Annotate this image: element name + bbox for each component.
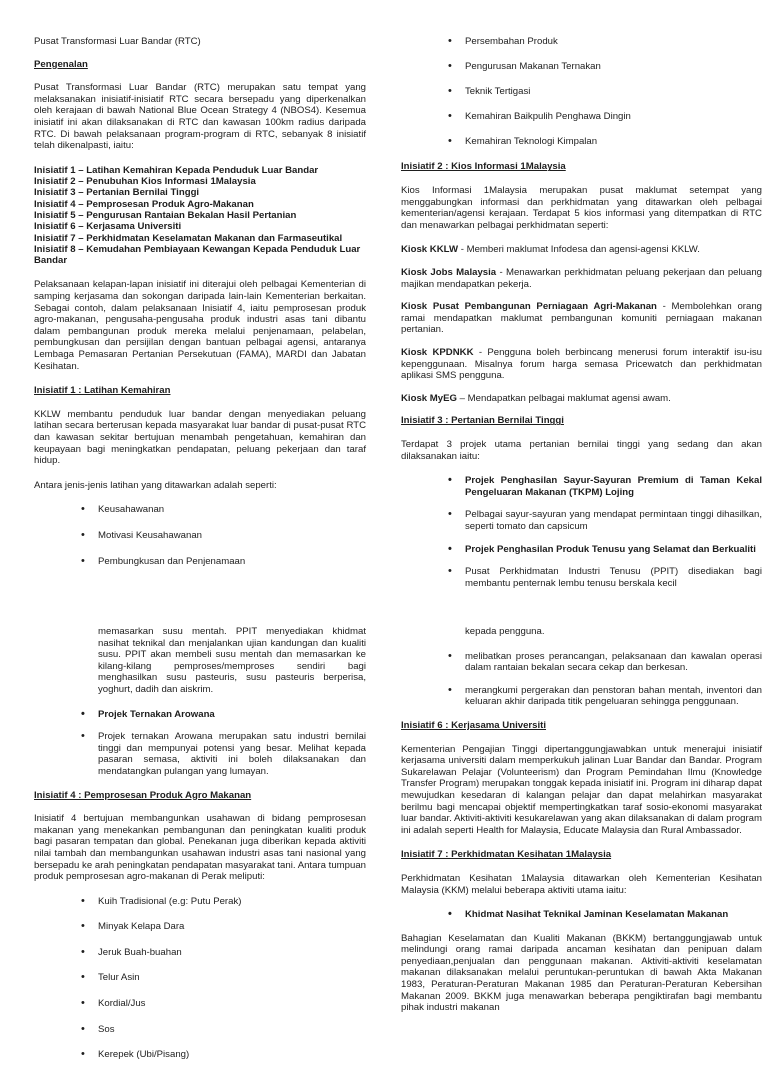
inisiatif6-heading: Inisiatif 6 : Kerjasama Universiti xyxy=(401,719,547,731)
kiosk-item xyxy=(401,244,762,256)
kiosk-item xyxy=(401,347,762,382)
top-right-column xyxy=(401,36,762,601)
list-item: • Telur Asin xyxy=(34,972,366,984)
inisiatif3-list xyxy=(401,475,762,589)
supply-chain-continued: kepada pengguna. xyxy=(465,626,545,637)
kiosk-item xyxy=(401,393,762,405)
kiosk-desc: - Membolehkan orang ramai mendapatkan maklumat pembangunan komuniti perniagaan makanan pertanian. xyxy=(401,301,762,336)
service-title: • Khidmat Nasihat Teknikal Jaminan Keselamatan Makanan xyxy=(401,909,762,921)
supply-chain-list xyxy=(401,651,762,708)
kiosk-name: Kiosk Jobs Malaysia xyxy=(401,267,497,279)
inisiatif7-paragraph-2: Bahagian Keselamatan dan Kualiti Makanan (BKKM) bertanggungjawab untuk melindungi orang ramai daripada ancaman kesihatan dan penipuan dalam penyediaan,penjualan dan penggunaan makanan. Aktiviti-aktiviti keselamatan makanan dilaksanakan melalui peruntukan-peruntukan di bawah Akta Makanan 1983, Peraturan-Peraturan Makanan 1985 dan Peraturan-Peraturan Kebersihan Makanan 2009. BKKM juga menawarkan beberapa pengiktirafan bagi membantu pihak industri makanan xyxy=(401,932,762,1014)
list-item: • Pembungkusan dan Penjenamaan xyxy=(34,556,366,568)
list-item: • Teknik Tertigasi xyxy=(401,86,762,98)
kiosk-name: Kiosk KPDNKK xyxy=(401,347,474,358)
list-item: • Persembahan Produk xyxy=(401,36,762,48)
list-item: • Pengurusan Makanan Ternakan xyxy=(401,61,762,73)
kiosk-name: Kiosk Pusat Pembangunan Perniagaan Agri-Makanan xyxy=(401,301,657,313)
project-title: • Projek Penghasilan Sayur-Sayuran Premium di Taman Kekal Pengeluaran Makanan (TKPM) Lojing xyxy=(401,475,762,498)
initiative-item: Inisiatif 1 – Latihan Kemahiran Kepada Penduduk Luar Bandar xyxy=(34,164,319,176)
pengenalan-paragraph-2: Pelaksanaan kelapan-lapan inisiatif ini diterajui oleh pelbagai Kementerian di samping kerjasama dan sokongan daripada lain-lain Kementerian berkaitan. Sebagai contoh, dalam pelaksanaan Inisiatif 4, iaitu pemprosesan produk agro-makanan, pengusaha-pengusaha produk industri asas tani dibantu dalam pembangunan produk mereka melalui penjenamaan, pelabelan, pembungkusan dan persijilan dengan bantuan pelbagai agensi, antaranya Lembaga Pemasaran Pertanian Persekutuan (FAMA), MARDI dan Jabatan Kesihatan. xyxy=(34,279,366,372)
kiosk-list xyxy=(401,244,762,404)
project-description: • Projek ternakan Arowana merupakan satu industri bernilai tinggi dan mempunyai potensi yang besar. Melihat kepada pasaran semasa, aktiviti ini boleh dilaksanakan dan mendatangkan pulangan yang lumayan. xyxy=(34,731,366,777)
inisiatif4-heading: Inisiatif 4 : Pemprosesan Produk Agro Makanan xyxy=(34,789,252,801)
kiosk-item xyxy=(401,301,762,336)
initiative-list xyxy=(34,165,366,267)
kiosk-item xyxy=(401,267,762,290)
list-item: • Sos xyxy=(34,1024,366,1036)
initiative-item: Inisiatif 4 – Pemprosesan Produk Agro-Makanan xyxy=(34,198,254,210)
inisiatif2-paragraph: Kios Informasi 1Malaysia merupakan pusat maklumat setempat yang menggabungkan informasi dan perkhidmatan yang ditawarkan oleh pelbagai kementerian/agensi kerajaan. Terdapat 5 kios informasi yang ditempatkan di RTC dan menawarkan pelbagai perkhidmatan seperti: xyxy=(401,185,762,231)
project-description: • Pusat Perkhidmatan Industri Tenusu (PPIT) disediakan bagi membantu penternak lembu tenusu berskala kecil xyxy=(401,566,762,589)
list-item: • Keusahawanan xyxy=(34,504,366,516)
inisiatif6-paragraph: Kementerian Pengajian Tinggi dipertanggungjawabkan untuk menerajui inisiatif kerjasama universiti dalam memperkukuh jalinan Luar Bandar dan Bandar. Program Sukarelawan Pelajar (Volunteerism) dan Program Pemindahan Ilmu (Knowledge Transfer Program) merupakan tonggak kepada inisiatif ini. Program ini diharap dapat mewujudkan kesedaran di kalangan pelajar dan dapat melahirkan masyarakat berilmu bagi mencapai objektif mempertingkatkan taraf sosio-ekonomi masyarakat luar bandar. Aktiviti-aktiviti kesukarelawan yang akan dilaksanakan di dalam program ini adalah seperti Health for Malaysia, Educate Malaysia dan Rural Ambassador. xyxy=(401,743,762,836)
training-list-right xyxy=(401,36,762,148)
initiative-item: Inisiatif 2 – Penubuhan Kios Informasi 1Malaysia xyxy=(34,176,256,188)
list-item: • melibatkan proses perancangan, pelaksanaan dan kawalan operasi dalam rantaian bekalan secara cekap dan berkesan. xyxy=(401,651,762,674)
inisiatif1-heading: Inisiatif 1 : Latihan Kemahiran xyxy=(34,385,171,397)
bottom-right-column xyxy=(401,626,762,1027)
initiative-item: Inisiatif 8 – Kemudahan Pembiayaan Kewangan Kepada Penduduk Luar Bandar xyxy=(34,243,361,267)
top-left-column xyxy=(34,36,366,581)
inisiatif3-heading: Inisiatif 3 : Pertanian Bernilai Tinggi xyxy=(401,415,564,427)
project-title: • Projek Penghasilan Produk Tenusu yang Selamat dan Berkualiti xyxy=(401,544,762,556)
arowana-list xyxy=(34,709,366,778)
kiosk-desc: - Pengguna boleh berbincang menerusi forum interaktif isu-isu kepenggunaan. Misalnya forum harga semasa Pricewatch dan perkhidmatan aplikasi SMS pengguna. xyxy=(401,347,762,382)
kiosk-desc: - Memberi maklumat Infodesa dan agensi-agensi KKLW. xyxy=(458,244,700,256)
page-bottom-half xyxy=(0,618,768,1061)
inisiatif7-list xyxy=(401,909,762,921)
initiative-item: Inisiatif 7 – Perkhidmatan Keselamatan Makanan dan Farmaseutikal xyxy=(34,232,343,244)
inisiatif3-paragraph: Terdapat 3 projek utama pertanian bernilai tinggi yang sedang dan akan dilaksanakan iaitu: xyxy=(401,438,762,462)
training-list-left xyxy=(34,504,366,567)
list-item: • Kordial/Jus xyxy=(34,998,366,1010)
inisiatif2-heading: Inisiatif 2 : Kios Informasi 1Malaysia xyxy=(401,161,566,173)
kiosk-desc: - Menawarkan perkhidmatan peluang pekerjaan dan peluang majikan mendapatkan pekerja. xyxy=(401,267,762,290)
project-description: • Pelbagai sayur-sayuran yang mendapat permintaan tinggi dihasilkan, seperti tomato dan capsicum xyxy=(401,509,762,532)
kiosk-name: Kiosk MyEG xyxy=(401,392,457,404)
list-item: • Motivasi Keusahawanan xyxy=(34,530,366,542)
document-title: Pusat Transformasi Luar Bandar (RTC) xyxy=(34,36,201,47)
inisiatif7-heading: Inisiatif 7 : Perkhidmatan Kesihatan 1Malaysia xyxy=(401,849,612,861)
pengenalan-heading: Pengenalan xyxy=(34,58,88,70)
list-item: • Kemahiran Baikpulih Penghawa Dingin xyxy=(401,111,762,123)
initiative-item: Inisiatif 3 – Pertanian Bernilai Tinggi xyxy=(34,187,200,199)
inisiatif7-paragraph: Perkhidmatan Kesihatan 1Malaysia ditawarkan oleh Kementerian Kesihatan Malaysia (KKM) melalui beberapa aktiviti utama iaitu: xyxy=(401,872,762,896)
product-list xyxy=(34,896,366,1061)
project-description-continued: memasarkan susu mentah. PPIT menyediakan khidmat nasihat teknikal dan menjalankan ujian kandungan dan kualiti susu. PPIT akan membeli susu mentah dan memasarkan ke kilang-kilang pemproses/memproses sendiri bagi menghasilkan susu pasteuris, susu pasteuris berperisa, yoghurt, dadih dan aiskrim. xyxy=(98,626,366,695)
inisiatif1-paragraph-2: Antara jenis-jenis latihan yang ditawarkan adalah seperti: xyxy=(34,479,277,491)
list-item: • Kerepek (Ubi/Pisang) xyxy=(34,1049,366,1061)
initiative-item: Inisiatif 6 – Kerjasama Universiti xyxy=(34,221,182,233)
kiosk-name: Kiosk KKLW xyxy=(401,244,459,256)
project-title: • Projek Ternakan Arowana xyxy=(34,709,366,721)
initiative-item: Inisiatif 5 – Pengurusan Rantaian Bekalan Hasil Pertanian xyxy=(34,209,297,221)
pengenalan-paragraph: Pusat Transformasi Luar Bandar (RTC) merupakan satu tempat yang melaksanakan inisiatif-inisiatif RTC secara bersepadu yang diperkenalkan oleh kerajaan di bawah National Blue Ocean Strategy 4 (NBOS4). Kesemua inisiatif ini akan dilaksanakan di RTC dan kawasan 100km radius daripada RTC. Di bawah pelaksanaan program-program di RTC, sebanyak 8 inisiatif telah dikenalpasti, iaitu: xyxy=(34,82,366,152)
list-item: • Kuih Tradisional (e.g: Putu Perak) xyxy=(34,896,366,908)
bottom-left-column xyxy=(34,626,366,1075)
list-item: • merangkumi pergerakan dan penstoran bahan mentah, inventori dan keluaran akhir daripada titik pengeluaran sehingga penggunaan. xyxy=(401,685,762,708)
list-item: • Jeruk Buah-buahan xyxy=(34,947,366,959)
list-item: • Kemahiran Teknologi Kimpalan xyxy=(401,136,762,148)
kiosk-desc: – Mendapatkan pelbagai maklumat agensi awam. xyxy=(456,392,671,404)
inisiatif4-paragraph: Inisiatif 4 bertujuan membangunkan usahawan di bidang pemprosesan makanan yang menekankan pembangunan dan peningkatan kualiti produk bagi pasaran tempatan dan global. Penekanan juga diberikan kepada aktiviti nilai tambah dan membangunkan usahawan industri asas tani nasional yang bersepadu ke arah peningkatan pendapatan masyarakat tani. Antara tumpuan produk pemprosesan agro-makanan di Perak meliputi: xyxy=(34,813,366,883)
list-item: • Minyak Kelapa Dara xyxy=(34,921,366,933)
inisiatif1-paragraph: KKLW membantu penduduk luar bandar dengan menyediakan peluang latihan secara berterusan kepada masyarakat luar bandar di pusat-pusat RTC dan kawasan sekitar bertujuan menambah pengetahuan, kemahiran dan keupayaan bagi meningkatkan pendapatan, peluang pekerjaan dan taraf hidup. xyxy=(34,408,366,467)
